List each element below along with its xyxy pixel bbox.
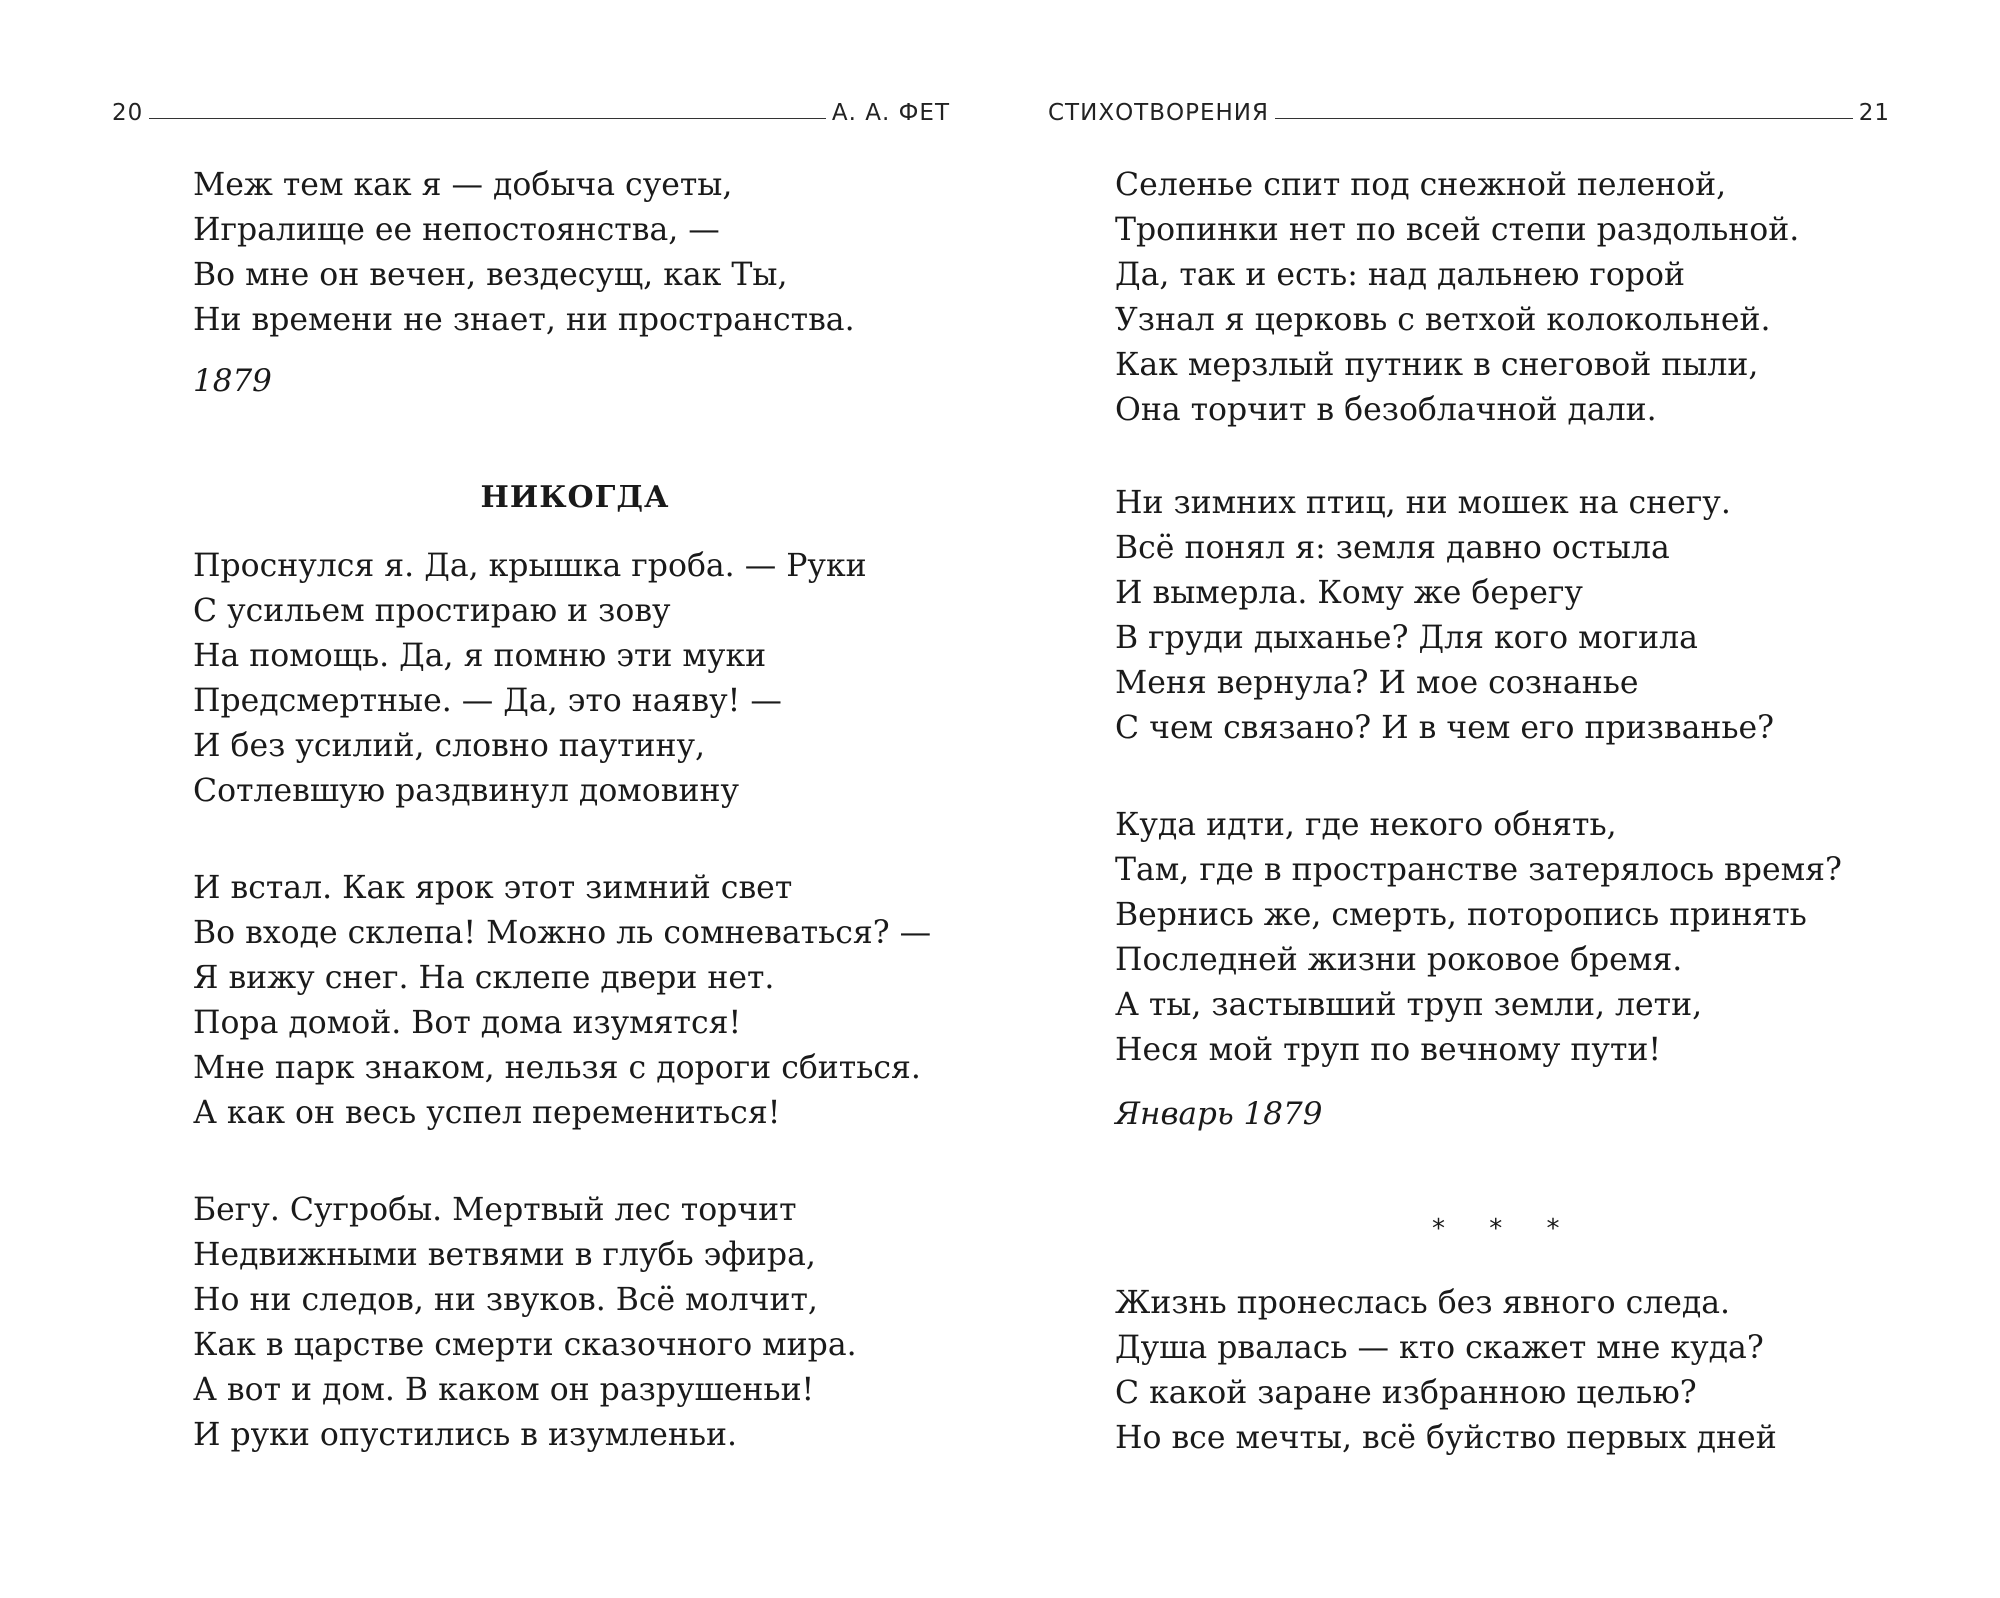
- verse-line: Ни времени не знает, ни пространства.: [193, 302, 855, 338]
- left-page-header: [112, 92, 950, 126]
- right-page-header: [1048, 92, 1890, 126]
- verse-line: Да, так и есть: над дальнею горой: [1115, 257, 1685, 293]
- verse-line: Во мне он вечен, вездесущ, как Ты,: [193, 257, 788, 293]
- verse-line: И встал. Как ярок этот зимний свет: [193, 870, 793, 906]
- stanza: [193, 1188, 857, 1458]
- stanza: [1115, 1281, 1777, 1461]
- verse-line: А вот и дом. В каком он разрушеньи!: [193, 1372, 815, 1408]
- verse-line: Душа рвалась — кто скажет мне куда?: [1115, 1330, 1764, 1366]
- verse-line: Но все мечты, всё буйство первых дней: [1115, 1420, 1777, 1456]
- stanza: [193, 163, 855, 343]
- verse-line: Но ни следов, ни звуков. Всё молчит,: [193, 1282, 818, 1318]
- verse-line: С усильем простираю и зову: [193, 593, 671, 629]
- verse-line: Там, где в пространстве затерялось время?: [1115, 852, 1842, 888]
- running-head: СТИХОТВОРЕНИЯ: [1048, 100, 1269, 126]
- header-rule: [149, 118, 826, 119]
- verse-line: Селенье спит под снежной пеленой,: [1115, 167, 1727, 203]
- verse-line: И вымерла. Кому же берегу: [1115, 575, 1583, 611]
- verse-line: Она торчит в безоблачной дали.: [1115, 392, 1657, 428]
- stanza: [1115, 803, 1842, 1073]
- poem-date: Январь 1879: [1115, 1096, 1323, 1132]
- poem-date: 1879: [193, 363, 272, 399]
- stanza: [1115, 163, 1799, 433]
- verse-line: Пора домой. Вот дома изумятся!: [193, 1005, 742, 1041]
- stanza: [1115, 481, 1774, 751]
- verse-line: Предсмертные. — Да, это наяву! —: [193, 683, 782, 719]
- section-separator: * * *: [1432, 1214, 1578, 1244]
- verse-line: Игралище ее непостоянства, —: [193, 212, 720, 248]
- verse-line: Вернись же, смерть, поторопись принять: [1115, 897, 1807, 933]
- verse-line: И без усилий, словно паутину,: [193, 728, 706, 764]
- verse-line: И руки опустились в изумленьи.: [193, 1417, 738, 1453]
- verse-line: Как в царстве смерти сказочного мира.: [193, 1327, 857, 1363]
- verse-line: Меня вернула? И мое сознанье: [1115, 665, 1639, 701]
- verse-line: А ты, застывший труп земли, лети,: [1115, 987, 1703, 1023]
- verse-line: А как он весь успел перемениться!: [193, 1095, 781, 1131]
- verse-line: Проснулся я. Да, крышка гроба. — Руки: [193, 548, 867, 584]
- verse-line: Тропинки нет по всей степи раздольной.: [1115, 212, 1800, 248]
- verse-line: С какой заране избранною целью?: [1115, 1375, 1697, 1411]
- verse-line: Куда идти, где некого обнять,: [1115, 807, 1617, 843]
- verse-line: Во входе склепа! Можно ль сомневаться? —: [193, 915, 932, 951]
- running-head: А. А. ФЕТ: [831, 100, 950, 126]
- verse-line: Как мерзлый путник в снеговой пыли,: [1115, 347, 1759, 383]
- verse-line: Последней жизни роковое бремя.: [1115, 942, 1683, 978]
- verse-line: Неся мой труп по вечному пути!: [1115, 1032, 1662, 1068]
- verse-line: Недвижными ветвями в глубь эфира,: [193, 1237, 816, 1273]
- verse-line: Бегу. Сугробы. Мертвый лес торчит: [193, 1192, 797, 1228]
- header-rule: [1275, 118, 1853, 119]
- verse-line: В груди дыханье? Для кого могила: [1115, 620, 1698, 656]
- stanza: [193, 544, 867, 814]
- verse-line: Я вижу снег. На склепе двери нет.: [193, 960, 775, 996]
- verse-line: Мне парк знаком, нельзя с дороги сбиться.: [193, 1050, 921, 1086]
- verse-line: Меж тем как я — добыча суеты,: [193, 167, 733, 203]
- verse-line: Жизнь пронеслась без явного следа.: [1115, 1285, 1731, 1321]
- verse-line: Узнал я церковь с ветхой колокольней.: [1115, 302, 1771, 338]
- verse-line: Ни зимних птиц, ни мошек на снегу.: [1115, 485, 1731, 521]
- page-number: 21: [1858, 100, 1890, 126]
- verse-line: Сотлевшую раздвинул домовину: [193, 773, 740, 809]
- verse-line: На помощь. Да, я помню эти муки: [193, 638, 767, 674]
- stanza: [193, 866, 931, 1136]
- poem-title: НИКОГДА: [480, 480, 670, 515]
- right-page: [1000, 0, 2000, 1598]
- verse-line: С чем связано? И в чем его призванье?: [1115, 710, 1775, 746]
- page-number: 20: [112, 100, 144, 126]
- verse-line: Всё понял я: земля давно остыла: [1115, 530, 1670, 566]
